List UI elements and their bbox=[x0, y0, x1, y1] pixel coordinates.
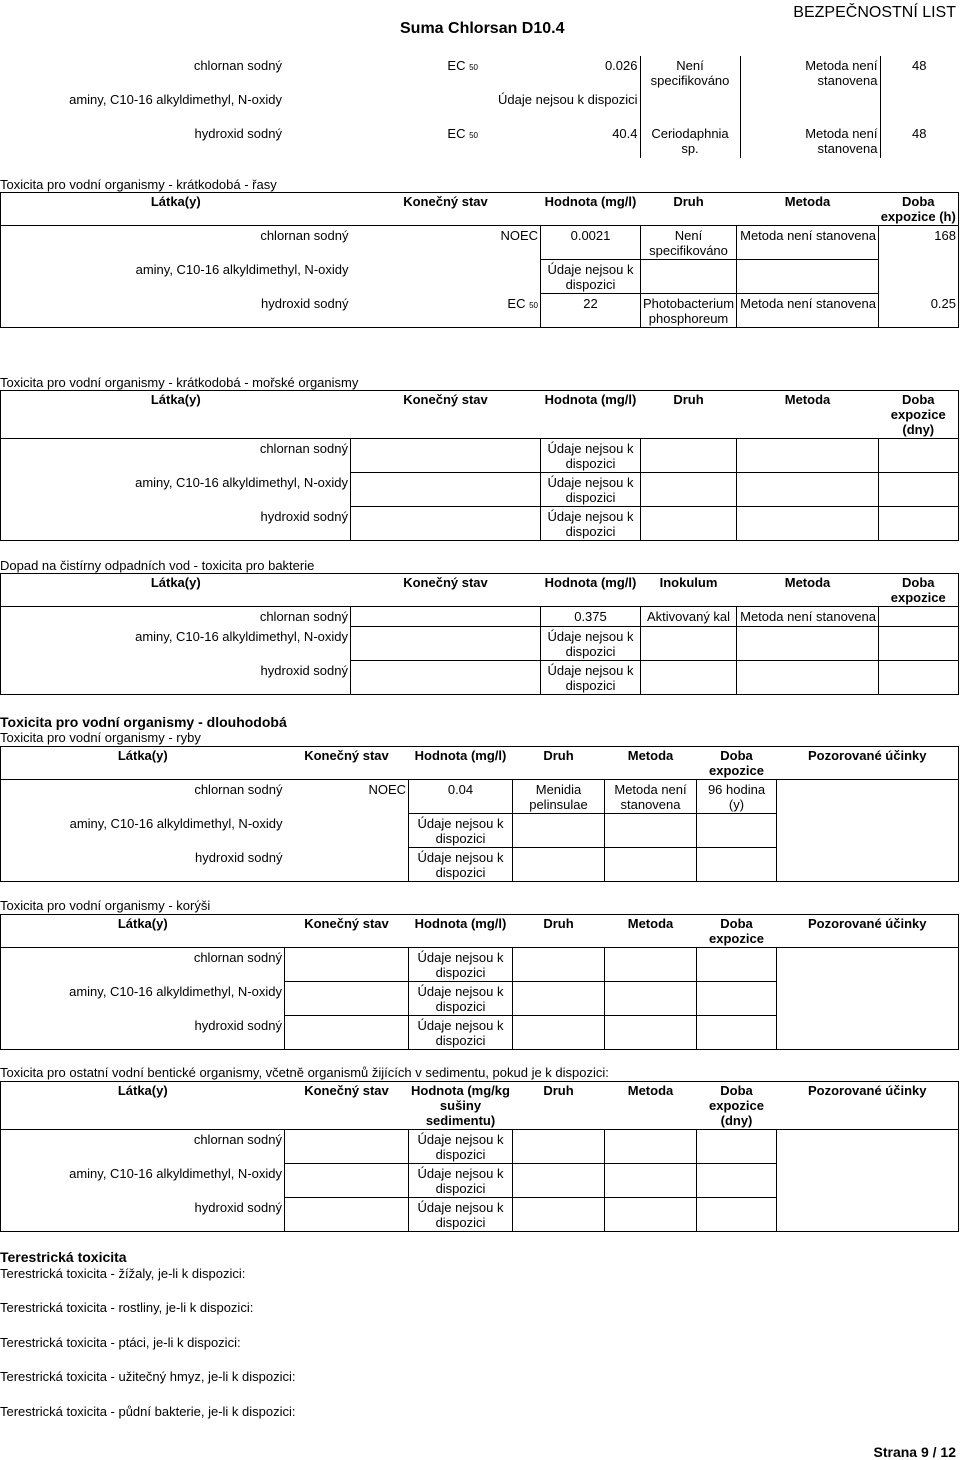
table-row bbox=[0, 90, 958, 124]
column-header: Pozorované účinky bbox=[777, 915, 959, 948]
method-cell: Metoda není stanovena bbox=[737, 226, 879, 260]
substance-name: chlornan sodný bbox=[193, 950, 282, 965]
species-cell bbox=[641, 260, 737, 294]
column-header: Konečný stav bbox=[351, 391, 541, 439]
section-title-algae: Toxicita pro vodní organismy - krátkodobá - řasy bbox=[0, 177, 277, 192]
crustaceans-table bbox=[0, 914, 959, 1050]
table-row bbox=[1, 780, 959, 814]
table-row bbox=[1, 1130, 959, 1164]
exposure-cell: 48 bbox=[880, 56, 958, 90]
endpoint-value: EC 50 bbox=[507, 295, 538, 311]
table-row bbox=[1, 260, 959, 294]
table-row bbox=[1, 507, 959, 541]
substance-name: chlornan sodný bbox=[193, 1132, 282, 1147]
empty-cell bbox=[605, 1198, 697, 1232]
empty-cell bbox=[879, 607, 959, 627]
substance-name: chlornan sodný bbox=[260, 228, 349, 243]
column-header: Konečný stav bbox=[285, 747, 409, 780]
exposure-cell: 48 bbox=[880, 124, 958, 158]
empty-cell bbox=[513, 1198, 605, 1232]
value-cell: 22 bbox=[541, 294, 641, 328]
empty-cell bbox=[605, 1130, 697, 1164]
effects-cell bbox=[777, 780, 959, 814]
species-cell: Není specifikováno bbox=[641, 226, 737, 260]
value-cell: Údaje nejsou k dispozici bbox=[498, 92, 638, 107]
table-row bbox=[1, 1198, 959, 1232]
algae-table bbox=[0, 192, 959, 328]
table-row bbox=[1, 627, 959, 661]
substance-name: chlornan sodný bbox=[194, 782, 283, 797]
species-cell: Photobacterium phosphoreum bbox=[641, 294, 737, 328]
page-title: Suma Chlorsan D10.4 bbox=[400, 20, 565, 37]
substance-name: chlornan sodný bbox=[259, 441, 348, 456]
method-cell bbox=[605, 848, 697, 882]
empty-cell bbox=[737, 507, 879, 541]
substance-name: aminy, C10-16 alkyldimethyl, N-oxidy bbox=[69, 92, 282, 107]
empty-cell bbox=[285, 1198, 409, 1232]
value-cell: 40.4 bbox=[612, 126, 638, 141]
substance-name: chlornan sodný bbox=[193, 58, 282, 73]
method-cell: Metoda není stanovena bbox=[737, 294, 879, 328]
exposure-cell: 168 bbox=[934, 228, 956, 243]
column-header: Metoda bbox=[737, 193, 879, 226]
method-cell: Metoda není stanovena bbox=[740, 56, 880, 90]
empty-cell bbox=[605, 982, 697, 1016]
table-row bbox=[1, 226, 959, 260]
table-row bbox=[1, 294, 959, 328]
marine-table bbox=[0, 390, 959, 541]
endpoint-value: NOEC bbox=[500, 228, 538, 243]
column-header: Druh bbox=[513, 747, 605, 780]
substance-name: chlornan sodný bbox=[259, 609, 348, 624]
value-cell: Údaje nejsou k dispozici bbox=[409, 1130, 513, 1164]
table-row bbox=[1, 948, 959, 982]
column-header: Pozorované účinky bbox=[777, 747, 959, 780]
substance-name: aminy, C10-16 alkyldimethyl, N-oxidy bbox=[69, 983, 282, 999]
effects-cell bbox=[777, 982, 959, 1016]
effects-cell bbox=[777, 848, 959, 882]
exposure-cell bbox=[697, 848, 777, 882]
inoculum-cell bbox=[641, 661, 737, 695]
exposure-cell: 96 hodina (y) bbox=[697, 780, 777, 814]
method-cell bbox=[740, 90, 880, 124]
empty-cell bbox=[513, 1130, 605, 1164]
column-header: Látka(y) bbox=[1, 1082, 285, 1130]
value-cell: Údaje nejsou k dispozici bbox=[409, 1164, 513, 1198]
effects-cell bbox=[777, 1130, 959, 1164]
effects-cell bbox=[777, 1164, 959, 1198]
column-header: Hodnota (mg/kg sušiny sedimentu) bbox=[409, 1082, 513, 1130]
species-cell: Není specifikováno bbox=[640, 56, 740, 90]
column-header: Metoda bbox=[737, 391, 879, 439]
section-title-fish: Toxicita pro vodní organismy - ryby bbox=[0, 730, 201, 745]
column-header: Hodnota (mg/l) bbox=[409, 747, 513, 780]
empty-cell bbox=[879, 507, 959, 541]
substance-name: hydroxid sodný bbox=[260, 508, 348, 524]
column-header: Látka(y) bbox=[1, 391, 351, 439]
method-cell bbox=[737, 260, 879, 294]
substance-name: hydroxid sodný bbox=[194, 126, 282, 141]
column-header: Druh bbox=[513, 915, 605, 948]
terrestrial-line-insects: Terestrická toxicita - užitečný hmyz, je-li k dispozici: bbox=[0, 1369, 296, 1384]
substance-name: aminy, C10-16 alkyldimethyl, N-oxidy bbox=[69, 815, 283, 831]
effects-cell bbox=[777, 814, 959, 848]
endpoint-value bbox=[284, 90, 480, 124]
empty-cell bbox=[285, 1016, 409, 1050]
column-header: Doba expozice bbox=[697, 747, 777, 780]
column-header: Látka(y) bbox=[1, 915, 285, 948]
value-cell: Údaje nejsou k dispozici bbox=[541, 473, 641, 507]
table-row bbox=[0, 124, 958, 158]
column-header: Konečný stav bbox=[285, 915, 409, 948]
endpoint-value: NOEC bbox=[368, 782, 406, 797]
table-row bbox=[1, 848, 959, 882]
empty-cell bbox=[285, 1164, 409, 1198]
document-type-label: BEZPEČNOSTNÍ LIST bbox=[793, 4, 956, 21]
table-row bbox=[1, 439, 959, 473]
column-header: Hodnota (mg/l) bbox=[409, 915, 513, 948]
table-row bbox=[1, 607, 959, 627]
empty-cell bbox=[737, 439, 879, 473]
empty-cell bbox=[641, 473, 737, 507]
column-header: Metoda bbox=[605, 747, 697, 780]
empty-cell bbox=[605, 1164, 697, 1198]
empty-cell bbox=[641, 507, 737, 541]
section-title-marine: Toxicita pro vodní organismy - krátkodobá - mořské organismy bbox=[0, 375, 359, 390]
empty-cell bbox=[351, 439, 541, 473]
empty-cell bbox=[879, 473, 959, 507]
column-header: Hodnota (mg/l) bbox=[541, 391, 641, 439]
exposure-cell bbox=[880, 90, 958, 124]
fish-table bbox=[0, 746, 959, 882]
column-header: Druh bbox=[513, 1082, 605, 1130]
terrestrial-line-birds: Terestrická toxicita - ptáci, je-li k dispozici: bbox=[0, 1335, 241, 1350]
empty-cell bbox=[351, 607, 541, 627]
value-cell: 0.026 bbox=[604, 58, 638, 73]
value-cell: Údaje nejsou k dispozici bbox=[409, 982, 513, 1016]
endpoint-value bbox=[351, 260, 541, 294]
substance-name: aminy, C10-16 alkyldimethyl, N-oxidy bbox=[69, 1165, 282, 1181]
species-cell bbox=[513, 848, 605, 882]
substance-name: hydroxid sodný bbox=[261, 295, 349, 311]
empty-cell bbox=[697, 1198, 777, 1232]
substance-name: aminy, C10-16 alkyldimethyl, N-oxidy bbox=[135, 261, 349, 277]
value-cell: Údaje nejsou k dispozici bbox=[541, 260, 641, 294]
endpoint-value bbox=[285, 814, 409, 848]
value-cell: Údaje nejsou k dispozici bbox=[409, 1016, 513, 1050]
table-row bbox=[1, 814, 959, 848]
empty-cell bbox=[605, 948, 697, 982]
empty-cell bbox=[285, 982, 409, 1016]
terrestrial-line-soil-bacteria: Terestrická toxicita - půdní bakterie, je-li k dispozici: bbox=[0, 1404, 296, 1419]
column-header: Látka(y) bbox=[1, 193, 351, 226]
empty-cell bbox=[351, 473, 541, 507]
benthic-table bbox=[0, 1081, 959, 1232]
method-cell bbox=[737, 661, 879, 695]
effects-cell bbox=[777, 1198, 959, 1232]
section-heading-longterm: Toxicita pro vodní organismy - dlouhodobá bbox=[0, 714, 287, 730]
method-cell: Metoda není stanovena bbox=[737, 607, 879, 627]
column-header: Druh bbox=[641, 391, 737, 439]
empty-cell bbox=[351, 661, 541, 695]
table-row bbox=[1, 982, 959, 1016]
value-cell: Údaje nejsou k dispozici bbox=[409, 814, 513, 848]
terrestrial-line-earthworms: Terestrická toxicita - žížaly, je-li k dispozici: bbox=[0, 1266, 246, 1281]
value-cell: 0.375 bbox=[541, 607, 641, 627]
substance-name: hydroxid sodný bbox=[194, 1017, 282, 1033]
inoculum-cell bbox=[641, 627, 737, 661]
endpoint-value: EC 50 bbox=[447, 58, 478, 73]
table-row bbox=[1, 661, 959, 695]
value-cell: 0.04 bbox=[409, 780, 513, 814]
page-number: Strana 9 / 12 bbox=[873, 1444, 956, 1460]
table-row bbox=[0, 56, 958, 90]
empty-cell bbox=[513, 1164, 605, 1198]
empty-cell bbox=[879, 661, 959, 695]
empty-cell bbox=[351, 507, 541, 541]
value-cell: 0.0021 bbox=[541, 226, 641, 260]
empty-cell bbox=[285, 1130, 409, 1164]
effects-cell bbox=[777, 948, 959, 982]
column-header: Doba expozice (h) bbox=[879, 193, 959, 226]
inoculum-cell: Aktivovaný kal bbox=[641, 607, 737, 627]
column-header: Konečný stav bbox=[351, 574, 541, 607]
section-title-bacteria: Dopad na čistírny odpadních vod - toxicita pro bakterie bbox=[0, 558, 315, 573]
column-header: Doba expozice bbox=[879, 574, 959, 607]
empty-cell bbox=[697, 1130, 777, 1164]
empty-cell bbox=[513, 982, 605, 1016]
empty-cell bbox=[641, 439, 737, 473]
empty-cell bbox=[879, 627, 959, 661]
empty-cell bbox=[513, 948, 605, 982]
column-header: Pozorované účinky bbox=[777, 1082, 959, 1130]
column-header: Inokulum bbox=[641, 574, 737, 607]
exposure-cell: 0.25 bbox=[930, 295, 956, 311]
endpoint-value: EC 50 bbox=[447, 126, 478, 141]
column-header: Konečný stav bbox=[351, 193, 541, 226]
species-cell: Menidia pelinsulae bbox=[513, 780, 605, 814]
empty-cell bbox=[513, 1016, 605, 1050]
value-cell: Údaje nejsou k dispozici bbox=[541, 627, 641, 661]
column-header: Druh bbox=[641, 193, 737, 226]
table-row bbox=[1, 1164, 959, 1198]
empty-cell bbox=[285, 948, 409, 982]
column-header: Látka(y) bbox=[1, 574, 351, 607]
table-row bbox=[1, 473, 959, 507]
section-title-crustaceans: Toxicita pro vodní organismy - korýši bbox=[0, 898, 211, 913]
method-cell bbox=[737, 627, 879, 661]
method-cell: Metoda není stanovena bbox=[605, 780, 697, 814]
substance-name: aminy, C10-16 alkyldimethyl, N-oxidy bbox=[135, 474, 348, 490]
value-cell: Údaje nejsou k dispozici bbox=[541, 661, 641, 695]
value-cell: Údaje nejsou k dispozici bbox=[409, 1198, 513, 1232]
bacteria-table bbox=[0, 573, 959, 695]
empty-cell bbox=[737, 473, 879, 507]
empty-cell bbox=[697, 982, 777, 1016]
empty-cell bbox=[697, 1016, 777, 1050]
empty-cell bbox=[879, 439, 959, 473]
daphnia-continuation-table bbox=[0, 56, 958, 158]
method-cell bbox=[605, 814, 697, 848]
column-header: Doba expozice (dny) bbox=[697, 1082, 777, 1130]
column-header: Hodnota (mg/l) bbox=[541, 193, 641, 226]
substance-name: hydroxid sodný bbox=[195, 849, 283, 865]
species-cell bbox=[513, 814, 605, 848]
value-cell: Údaje nejsou k dispozici bbox=[409, 948, 513, 982]
empty-cell bbox=[697, 948, 777, 982]
column-header: Metoda bbox=[605, 1082, 697, 1130]
value-cell: Údaje nejsou k dispozici bbox=[409, 848, 513, 882]
exposure-cell bbox=[879, 260, 959, 294]
species-cell bbox=[640, 90, 740, 124]
terrestrial-line-plants: Terestrická toxicita - rostliny, je-li k dispozici: bbox=[0, 1300, 254, 1315]
section-heading-terrestrial: Terestrická toxicita bbox=[0, 1249, 127, 1265]
endpoint-value bbox=[285, 848, 409, 882]
empty-cell bbox=[351, 627, 541, 661]
column-header: Metoda bbox=[605, 915, 697, 948]
value-cell: Údaje nejsou k dispozici bbox=[541, 439, 641, 473]
effects-cell bbox=[777, 1016, 959, 1050]
column-header: Metoda bbox=[737, 574, 879, 607]
substance-name: hydroxid sodný bbox=[260, 662, 348, 678]
column-header: Látka(y) bbox=[1, 747, 285, 780]
substance-name: aminy, C10-16 alkyldimethyl, N-oxidy bbox=[135, 628, 348, 644]
column-header: Hodnota (mg/l) bbox=[541, 574, 641, 607]
empty-cell bbox=[605, 1016, 697, 1050]
method-cell: Metoda není stanovena bbox=[740, 124, 880, 158]
value-cell: Údaje nejsou k dispozici bbox=[541, 507, 641, 541]
section-title-benthic: Toxicita pro ostatní vodní bentické organismy, včetně organismů žijících v sedimentu, pokud je k dispozici: bbox=[0, 1065, 609, 1080]
column-header: Doba expozice (dny) bbox=[879, 391, 959, 439]
column-header: Doba expozice bbox=[697, 915, 777, 948]
substance-name: hydroxid sodný bbox=[194, 1199, 282, 1215]
column-header: Konečný stav bbox=[285, 1082, 409, 1130]
exposure-cell bbox=[697, 814, 777, 848]
empty-cell bbox=[697, 1164, 777, 1198]
table-row bbox=[1, 1016, 959, 1050]
species-cell: Ceriodaphnia sp. bbox=[640, 124, 740, 158]
